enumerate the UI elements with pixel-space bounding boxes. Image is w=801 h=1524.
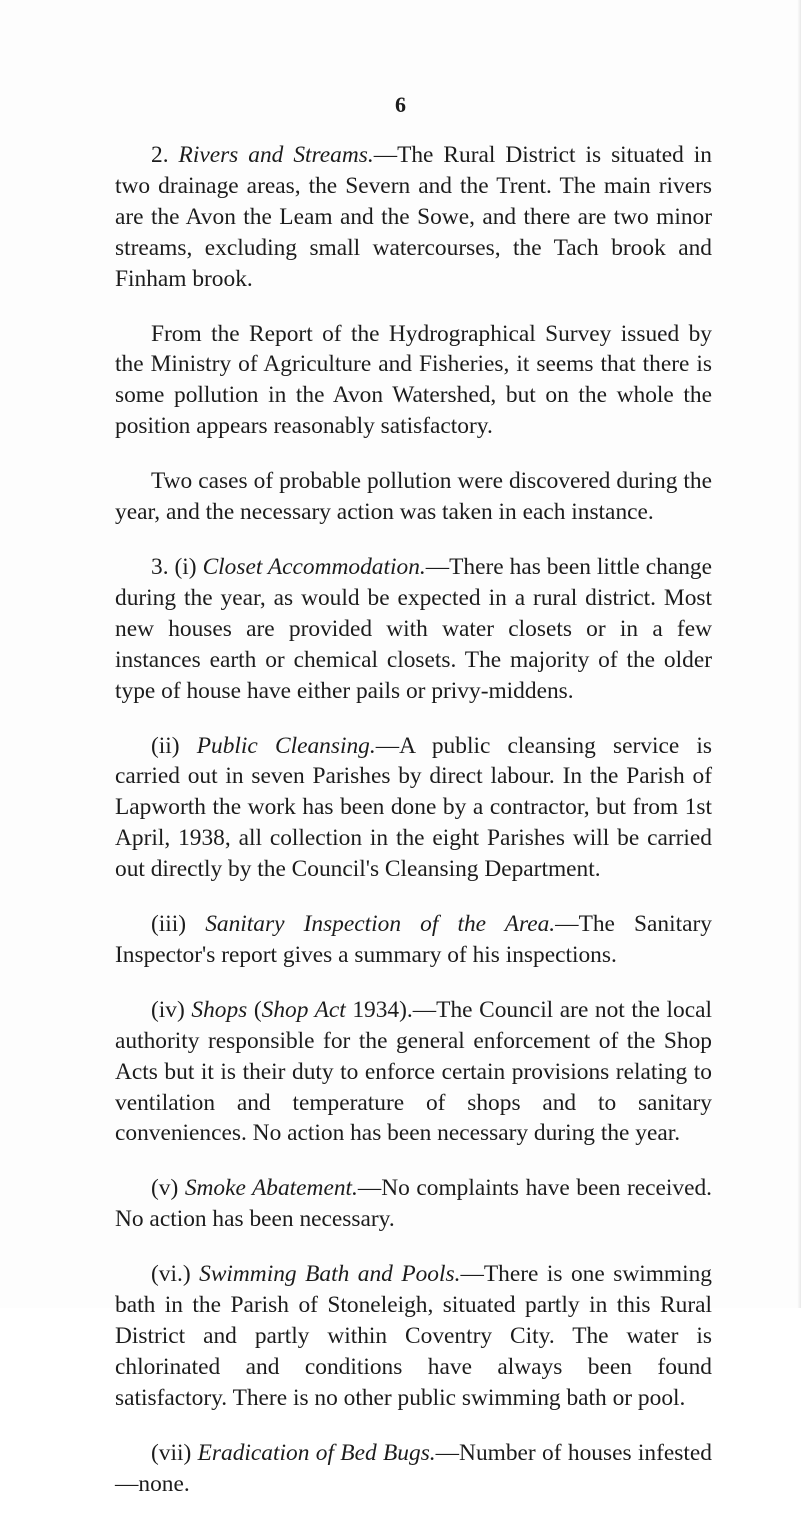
paragraph-rivers-and-streams [115, 140, 712, 295]
section-heading: Eradication of Bed Bugs. [197, 1439, 436, 1466]
paragraph-text: Two cases of probable pollution were discovered during the year, and the necessary action was taken in each instance. [115, 468, 712, 526]
paragraph-text: From the Report of the Hydrographical Survey issued by the Ministry of Agriculture and Fisheries, it seems that there is some pollution in the Avon Watershed, but on the whole the position appears reasonably satisfactory. [115, 320, 712, 440]
paragraph-sanitary-inspection [115, 909, 712, 971]
section-heading: Closet Accommodation. [202, 553, 426, 580]
paragraph-text: —The Sanitary Inspector's report gives a summary of his inspections. [115, 911, 712, 968]
paragraph-hydrographical-survey [115, 319, 712, 443]
section-heading: Shops [191, 996, 248, 1023]
subsection-number: (vi.) [151, 1261, 191, 1288]
page-number: 6 [395, 92, 406, 117]
paragraph-text: —The Council are not the local authority responsible for the general enforcement of the Shop Acts but it is their duty to enforce certain provisions relating to ventilation and temperature of shops and to sanitary conveniences. No action has been necessary during the year. [115, 996, 712, 1147]
act-title: Shop Act [261, 996, 346, 1023]
paragraph-smoke-abatement [115, 1173, 712, 1235]
paragraph-public-cleansing [115, 731, 712, 886]
paragraph-text: —A public cleansing service is carried out in seven Parishes by direct labour. In the Parish of Lapworth the work has been done by a contractor, but from 1st April, 1938, all collection in the eight Parishes will be carried out directly by the Council's Cleansing Department. [115, 732, 712, 883]
subsection-number: (v) [151, 1175, 179, 1202]
section-number: 3. [151, 553, 169, 580]
subsection-number: (iii) [151, 911, 187, 938]
subsection-number: (iv) [151, 996, 185, 1023]
paragraph-shops [115, 995, 712, 1150]
page-edge-shadow [797, 0, 801, 1308]
paragraph-text: —There has been little change during the year, as would be expected in a rural district. Most new houses are provided with water closets or in a few instances earth or chemical closets. The majority of the older type of house have either pails or privy-middens. [115, 553, 712, 704]
paragraph-text: —The Rural District is situated in two drainage areas, the Severn and the Trent. The main rivers are the Avon the Leam and the Sowe, and there are two minor streams, excluding small watercourses, the Tach brook and Finham brook. [115, 142, 713, 292]
section-heading: Public Cleansing. [196, 732, 376, 759]
page-body [115, 140, 712, 1524]
section-heading: Sanitary Inspection of the Area. [205, 911, 556, 938]
section-number: 2. [151, 142, 169, 168]
subsection-number: (ii) [151, 732, 180, 759]
section-heading: Smoke Abatement. [184, 1175, 358, 1202]
paragraph-text: —No complaints have been received. No action has been necessary. [115, 1175, 712, 1233]
paragraph-text: —Number of houses infested—none. [115, 1439, 712, 1497]
paragraph-closet-accommodation [115, 552, 712, 707]
subsection-number: (i) [174, 553, 197, 580]
paragraph-text: —There is one swimming bath in the Parish of Stoneleigh, situated partly in this Rural District and partly within Coventry City. The water is chlorinated and conditions have always been found satisfactory. There is no other public swimming bath or pool. [115, 1261, 712, 1411]
paren-open: ( [253, 996, 262, 1023]
act-year: 1934). [345, 996, 413, 1023]
paragraph-bed-bugs [115, 1438, 712, 1500]
subsection-number: (vii) [151, 1439, 192, 1466]
paragraph-swimming-bath [115, 1259, 712, 1414]
section-heading: Swimming Bath and Pools. [199, 1261, 461, 1288]
paragraph-pollution-cases [115, 466, 712, 528]
section-heading: Rivers and Streams. [178, 142, 374, 168]
